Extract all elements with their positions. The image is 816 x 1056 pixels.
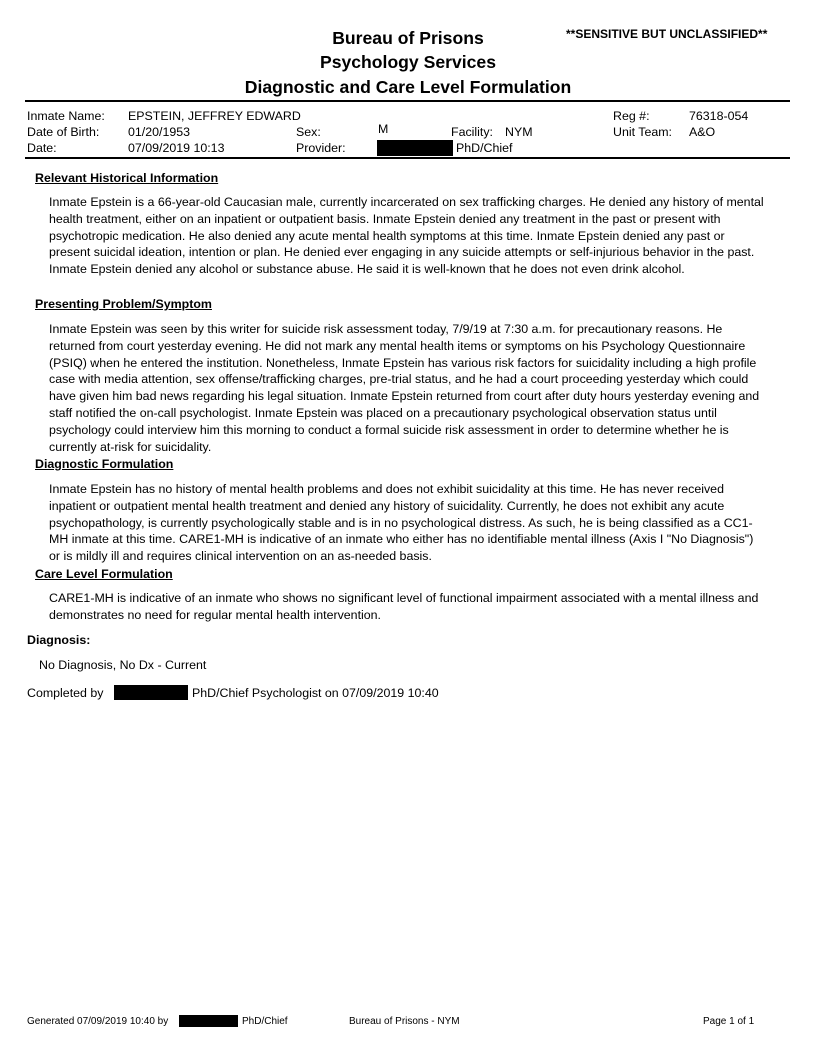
completed-suffix: PhD/Chief Psychologist on 07/09/2019 10:40 (192, 686, 439, 700)
provider-label: Provider: (296, 141, 346, 155)
classification-banner: **SENSITIVE BUT UNCLASSIFIED** (566, 27, 768, 41)
header-bottom-rule (25, 157, 790, 159)
reg-value: 76318-054 (689, 109, 749, 123)
provider-name-redaction (377, 140, 453, 156)
header-line-2: Psychology Services (319, 52, 497, 72)
dob-label: Date of Birth: (27, 125, 100, 139)
dob-value: 01/20/1953 (128, 125, 191, 139)
header-top-rule (25, 100, 790, 102)
completed-name-redaction (114, 685, 188, 700)
unit-team-label: Unit Team: (613, 125, 672, 139)
presenting-heading: Presenting Problem/Symptom (35, 297, 212, 311)
presenting-text: Inmate Epstein was seen by this writer for suicide risk assessment today, 7/9/19 at 7:30 a.m. for precautionary reasons. He returned from court yesterday evening. He did not mark any mental health items or symptoms on his Psychology Questionnaire (PSIQ) when he entered the institution. Nonetheless, Inmate Epstein has various risk factors for suicidality including a high profile case with media attention, sex offense/trafficking charges, pre-trial status, and he had a court proceeding yesterday which could have given him bad news regarding his legal situation. Inmate Epstein returned from court after duty hours yesterday evening and staff notified the on-call psychologist. Inmate Epstein was placed on a precautionary psychological observation status until psychology could interview him this morning to conduct a formal suicide risk assessment in order to determine whether he is currently at-risk for suicidality. (49, 322, 760, 454)
diagnosis-value: No Diagnosis, No Dx - Current (39, 658, 207, 672)
sex-value: M (378, 122, 389, 136)
footer-generated-title: PhD/Chief (242, 1016, 288, 1027)
historical-heading: Relevant Historical Information (35, 171, 219, 185)
header-line-3: Diagnostic and Care Level Formulation (244, 77, 572, 97)
provider-title: PhD/Chief (456, 141, 513, 155)
diagnosis-label: Diagnosis: (27, 633, 91, 647)
unit-team-value: A&O (689, 125, 716, 139)
inmate-name-label: Inmate Name: (27, 109, 105, 123)
diagnostic-text: Inmate Epstein has no history of mental health problems and does not exhibit suicidality at this time. He has never received inpatient or outpatient mental health treatment and denied any history of suicidality. Currently, he does not exhibit any acute psychopathology, is currently psychologically stable and is in no psychological distress. As such, he is being classified as a CC1-MH inmate at this time. CARE1-MH is indicative of an inmate who either has no identifiable mental illness (Axis I "No Diagnosis") or is mildly ill and requires clinical intervention on an as-needed basis. (49, 482, 754, 564)
header-line-1: Bureau of Prisons (332, 28, 484, 48)
sex-label: Sex: (296, 125, 321, 139)
inmate-name: EPSTEIN, JEFFREY EDWARD (128, 109, 301, 123)
reg-label: Reg #: (613, 109, 650, 123)
date-label: Date: (27, 141, 57, 155)
footer-page-number: Page 1 of 1 (703, 1016, 755, 1027)
diagnostic-heading: Diagnostic Formulation (35, 457, 174, 471)
footer-center: Bureau of Prisons - NYM (349, 1016, 460, 1027)
care-text: CARE1-MH is indicative of an inmate who shows no significant level of functional impairment associated with a mental illness and demonstrates no need for regular mental health intervention. (49, 591, 759, 622)
care-heading: Care Level Formulation (35, 567, 173, 581)
facility-label: Facility: (451, 125, 493, 139)
historical-text: Inmate Epstein is a 66-year-old Caucasian male, currently incarcerated on sex trafficking charges. He denied any history of mental health treatment, either on an inpatient or outpatient basis. Inmate Epstein denied any treatment in the past or present with psychotropic medication. He also denied any acute mental health symptoms at this time. Inmate Epstein denied any past or present suicidal ideation, intention or plan. He denied ever engaging in any suicide attempts or self-injurious behavior in the past. Inmate Epstein denied any alcohol or substance abuse. He said it is well-known that he does not even drink alcohol. (49, 195, 764, 277)
completed-prefix: Completed by (27, 686, 104, 700)
date-value: 07/09/2019 10:13 (128, 141, 225, 155)
footer-generated: Generated 07/09/2019 10:40 by (27, 1016, 169, 1027)
facility-value: NYM (505, 125, 533, 139)
footer-name-redaction (179, 1015, 238, 1027)
